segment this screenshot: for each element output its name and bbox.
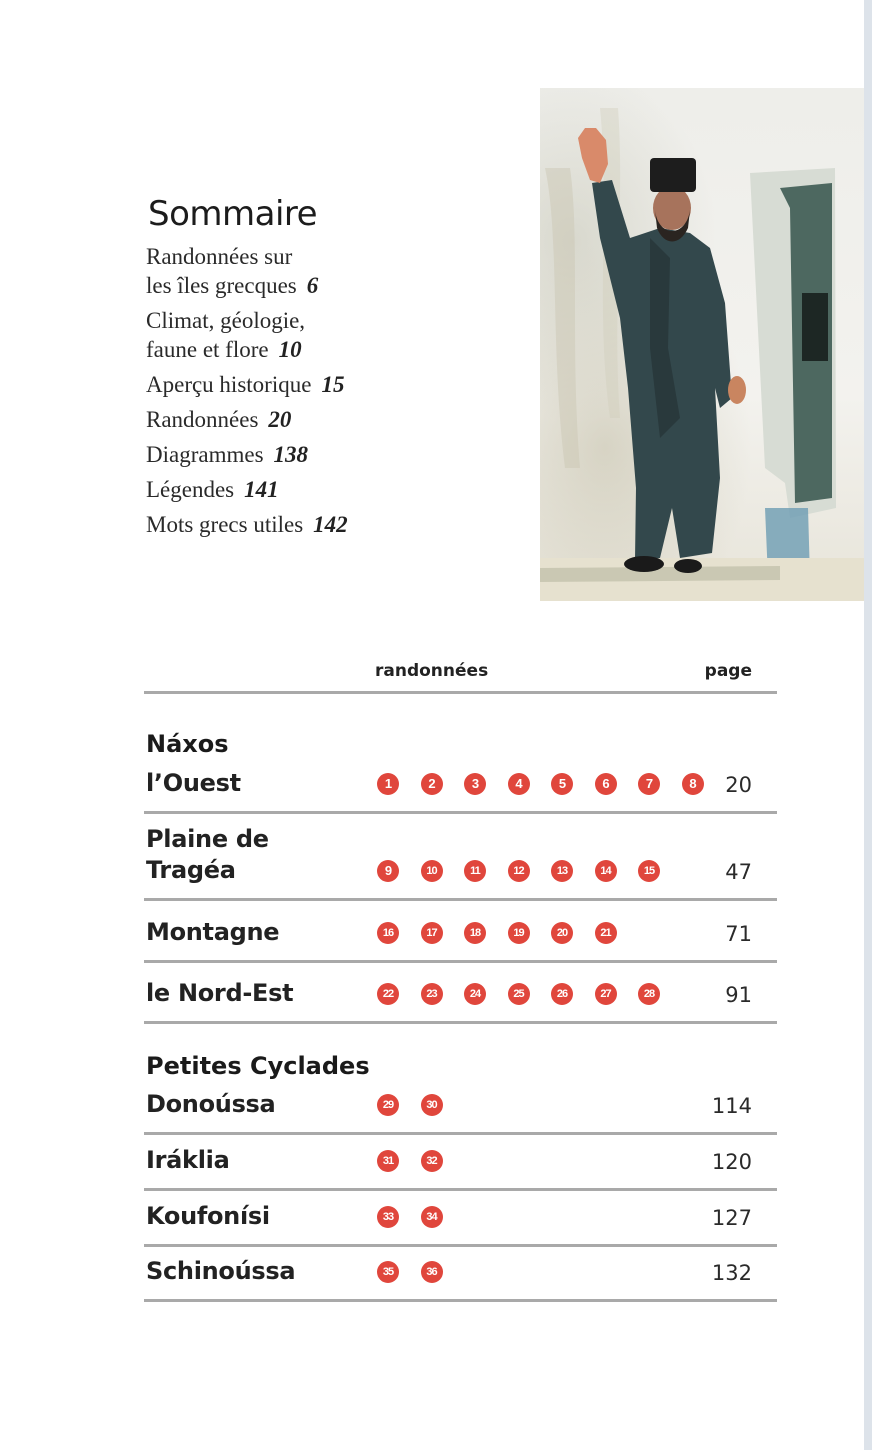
priest-waving-image [540, 88, 864, 601]
walk-badge-icon[interactable]: 18 [464, 922, 486, 944]
walk-badge-icon[interactable]: 30 [421, 1094, 443, 1116]
walk-badge-icon[interactable]: 24 [464, 983, 486, 1005]
toc-item-label: les îles grecques [146, 273, 297, 298]
toc-list [146, 242, 526, 539]
toc-item[interactable] [146, 475, 526, 504]
toc-page-number: 10 [278, 337, 302, 362]
toc-item[interactable] [146, 440, 526, 469]
toc-page-number: 20 [268, 407, 292, 432]
walk-badge-icon[interactable]: 29 [377, 1094, 399, 1116]
toc-item-label: Climat, géologie, [146, 308, 306, 333]
page-title: Sommaire [148, 194, 318, 234]
walk-badge-icon[interactable]: 4 [508, 773, 530, 795]
page-number: 71 [725, 922, 752, 946]
walk-badge-icon[interactable]: 5 [551, 773, 573, 795]
walk-badge-icon[interactable]: 17 [421, 922, 443, 944]
toc-item[interactable] [146, 405, 526, 434]
walk-badge-icon[interactable]: 34 [421, 1206, 443, 1228]
toc-page-number: 142 [313, 512, 348, 537]
toc-item[interactable] [146, 370, 526, 399]
priest-photo [540, 88, 864, 601]
page-number: 120 [711, 1150, 752, 1174]
column-header-page: page [704, 661, 752, 681]
walk-badge-icon[interactable]: 32 [421, 1150, 443, 1172]
walk-badge-icon[interactable]: 27 [595, 983, 617, 1005]
walk-badge-icon[interactable]: 16 [377, 922, 399, 944]
page-edge-scrollbar [864, 0, 872, 1450]
walk-badge-icon[interactable]: 28 [638, 983, 660, 1005]
walk-badge-icon[interactable]: 19 [508, 922, 530, 944]
toc-page-number: 138 [273, 442, 309, 467]
walk-badge-icon[interactable]: 12 [508, 860, 530, 882]
row-label: Koufonísi [146, 1202, 270, 1230]
walk-badge-icon[interactable]: 26 [551, 983, 573, 1005]
walk-badge-icon[interactable]: 20 [551, 922, 573, 944]
row-label: Donoússa [146, 1090, 276, 1118]
walk-badge-icon[interactable]: 22 [377, 983, 399, 1005]
walk-badge-icon[interactable]: 9 [377, 860, 399, 882]
toc-item-label: Mots grecs utiles [146, 512, 304, 537]
walk-badge-icon[interactable]: 2 [421, 773, 443, 795]
walk-badge-icon[interactable]: 35 [377, 1261, 399, 1283]
page-number: 132 [711, 1261, 752, 1285]
row-label: Iráklia [146, 1146, 230, 1174]
column-header-walks: randonnées [375, 661, 489, 681]
toc-page-number: 15 [321, 372, 345, 397]
page-number: 20 [725, 773, 752, 797]
toc-item-label: Aperçu historique [146, 372, 312, 397]
row-label: le Nord-Est [146, 979, 294, 1007]
walk-badge-icon[interactable]: 33 [377, 1206, 399, 1228]
table-row[interactable] [144, 814, 777, 901]
page-number: 127 [711, 1206, 752, 1230]
walk-badge-icon[interactable]: 6 [595, 773, 617, 795]
walks-table [144, 655, 777, 1302]
page-number: 114 [711, 1094, 752, 1118]
walk-badge-icon[interactable]: 13 [551, 860, 573, 882]
toc-item-label: Randonnées [146, 407, 259, 432]
page-number: 47 [725, 860, 752, 884]
table-row[interactable] [144, 901, 777, 963]
toc-item-label: Randonnées sur [146, 244, 293, 269]
walk-badge-icon[interactable]: 1 [377, 773, 399, 795]
toc-item-label: Diagrammes [146, 442, 264, 467]
walk-badge-icon[interactable]: 25 [508, 983, 530, 1005]
toc-item[interactable] [146, 510, 526, 539]
table-row[interactable] [144, 1247, 777, 1302]
walk-badge-icon[interactable]: 36 [421, 1261, 443, 1283]
table-row[interactable] [144, 1135, 777, 1191]
table-row[interactable] [144, 760, 777, 814]
toc-item-label: faune et flore [146, 337, 269, 362]
toc-item[interactable] [146, 306, 526, 364]
table-row[interactable] [144, 963, 777, 1024]
walk-badge-icon[interactable]: 21 [595, 922, 617, 944]
group-title-petites-cyclades: Petites Cyclades [146, 1052, 370, 1080]
row-label: Montagne [146, 918, 280, 946]
page-number: 91 [725, 983, 752, 1007]
toc-item-label: Légendes [146, 477, 235, 502]
walk-badge-icon[interactable]: 14 [595, 860, 617, 882]
row-label: Plaine de Tragéa [146, 825, 269, 884]
table-row[interactable] [144, 1191, 777, 1247]
table-header [144, 655, 777, 694]
walk-badge-icon[interactable]: 23 [421, 983, 443, 1005]
row-label: Schinoússa [146, 1257, 296, 1285]
toc-item[interactable] [146, 242, 526, 300]
group-title-naxos: Náxos [146, 730, 229, 758]
walk-badge-icon[interactable]: 3 [464, 773, 486, 795]
toc-page-number: 6 [306, 273, 319, 298]
walk-badge-icon[interactable]: 10 [421, 860, 443, 882]
walk-badge-icon[interactable]: 8 [682, 773, 704, 795]
walk-badge-icon[interactable]: 7 [638, 773, 660, 795]
walk-badge-icon[interactable]: 15 [638, 860, 660, 882]
row-label: l’Ouest [146, 769, 241, 797]
table-of-contents [146, 192, 526, 545]
toc-page-number: 141 [244, 477, 279, 502]
walk-badge-icon[interactable]: 11 [464, 860, 486, 882]
table-row[interactable] [144, 1082, 777, 1135]
walk-badge-icon[interactable]: 31 [377, 1150, 399, 1172]
